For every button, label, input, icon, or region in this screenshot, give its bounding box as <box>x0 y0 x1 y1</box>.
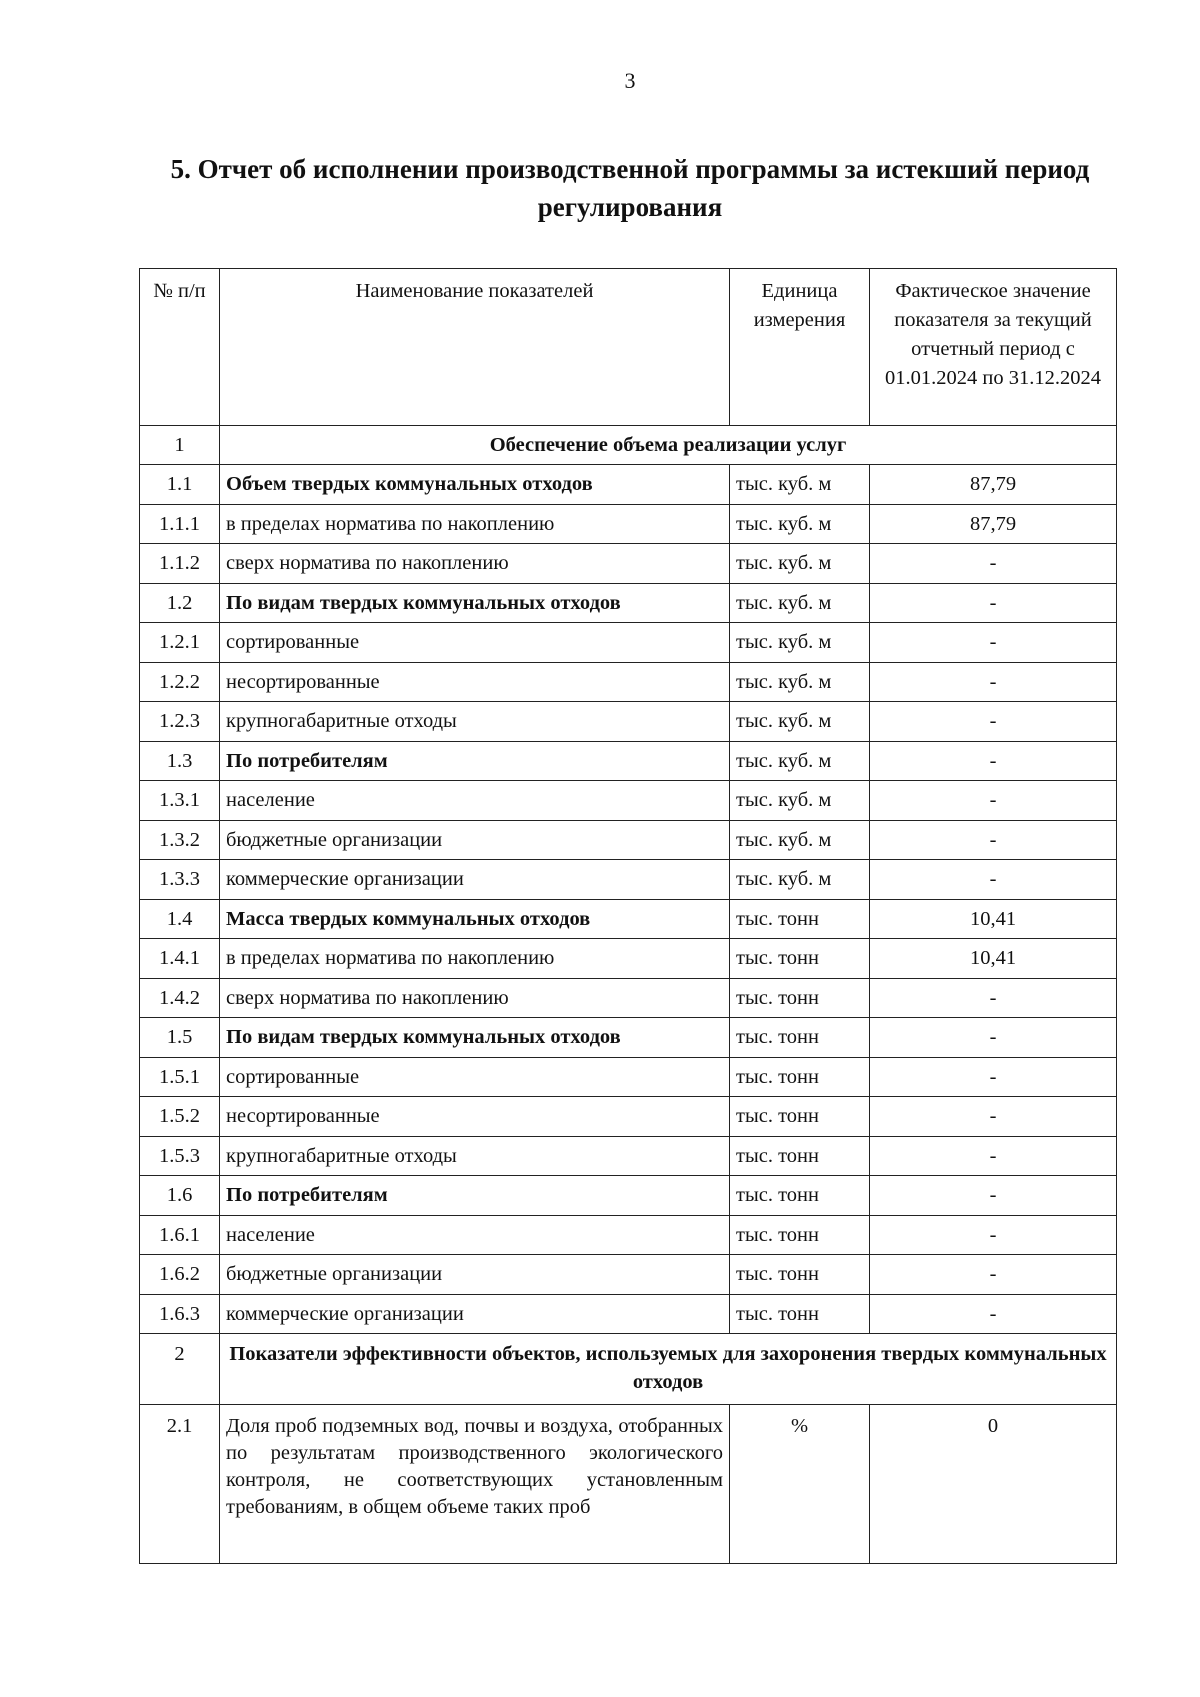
row-value: - <box>870 1097 1117 1137</box>
row-number: 1.2 <box>140 583 220 623</box>
row-number: 1.6 <box>140 1176 220 1216</box>
row-unit: тыс. тонн <box>730 1097 870 1137</box>
row-value: 87,79 <box>870 504 1117 544</box>
page-number: 3 <box>624 68 636 93</box>
section-title: Показатели эффективности объектов, используемых для захоронения твердых коммунальных отходов <box>220 1334 1117 1405</box>
table-row <box>140 1057 1117 1097</box>
row-name: По видам твердых коммунальных отходов <box>220 583 730 623</box>
table-row <box>140 544 1117 584</box>
row-number: 1.2.1 <box>140 623 220 663</box>
row-value: 10,41 <box>870 899 1117 939</box>
row-number: 1.4.1 <box>140 939 220 979</box>
section-number: 1 <box>140 426 220 465</box>
table-header-row <box>140 269 1117 426</box>
row-value: - <box>870 1294 1117 1334</box>
table-row <box>140 1405 1117 1564</box>
row-value: - <box>870 623 1117 663</box>
row-unit: тыс. куб. м <box>730 662 870 702</box>
row-unit: тыс. тонн <box>730 1176 870 1216</box>
row-unit: тыс. куб. м <box>730 860 870 900</box>
row-name: По видам твердых коммунальных отходов <box>220 1018 730 1058</box>
row-name: в пределах норматива по накоплению <box>220 504 730 544</box>
row-name: несортированные <box>220 1097 730 1137</box>
row-name: Масса твердых коммунальных отходов <box>220 899 730 939</box>
table-row <box>140 741 1117 781</box>
row-number: 2.1 <box>140 1405 220 1564</box>
row-unit: тыс. тонн <box>730 939 870 979</box>
table-row <box>140 583 1117 623</box>
row-name: население <box>220 781 730 821</box>
row-name: По потребителям <box>220 741 730 781</box>
row-number: 1.3.3 <box>140 860 220 900</box>
table-row <box>140 899 1117 939</box>
section-row <box>140 426 1117 465</box>
row-number: 1.5 <box>140 1018 220 1058</box>
row-number: 1.2.2 <box>140 662 220 702</box>
row-value: - <box>870 662 1117 702</box>
section-number: 2 <box>140 1334 220 1405</box>
row-value: - <box>870 820 1117 860</box>
row-name: несортированные <box>220 662 730 702</box>
row-value: - <box>870 583 1117 623</box>
table-row <box>140 781 1117 821</box>
row-number: 1.1.1 <box>140 504 220 544</box>
row-number: 1.6.2 <box>140 1255 220 1295</box>
row-value: - <box>870 860 1117 900</box>
row-name: Объем твердых коммунальных отходов <box>220 465 730 505</box>
row-value: - <box>870 1176 1117 1216</box>
table-body <box>140 426 1117 1564</box>
row-number: 1.2.3 <box>140 702 220 742</box>
row-name: сверх норматива по накоплению <box>220 544 730 584</box>
row-unit: тыс. тонн <box>730 1215 870 1255</box>
row-number: 1.1.2 <box>140 544 220 584</box>
row-name: население <box>220 1215 730 1255</box>
row-number: 1.4.2 <box>140 978 220 1018</box>
row-name: бюджетные организации <box>220 820 730 860</box>
row-name: бюджетные организации <box>220 1255 730 1295</box>
row-name: крупногабаритные отходы <box>220 702 730 742</box>
row-unit: тыс. тонн <box>730 899 870 939</box>
row-value: - <box>870 544 1117 584</box>
row-value: - <box>870 781 1117 821</box>
row-unit: тыс. куб. м <box>730 583 870 623</box>
row-unit: тыс. куб. м <box>730 702 870 742</box>
row-unit: % <box>730 1405 870 1564</box>
row-unit: тыс. куб. м <box>730 544 870 584</box>
row-name: крупногабаритные отходы <box>220 1136 730 1176</box>
table-row <box>140 465 1117 505</box>
header-name: Наименование показателей <box>220 269 730 426</box>
row-number: 1.5.3 <box>140 1136 220 1176</box>
table-row <box>140 1255 1117 1295</box>
header-number: № п/п <box>140 269 220 426</box>
row-number: 1.6.1 <box>140 1215 220 1255</box>
row-name: сортированные <box>220 1057 730 1097</box>
row-name: Доля проб подземных вод, почвы и воздуха, отобранных по результатам производственного экологического контроля, не соответствующих установленным требованиям, в общем объеме таких проб <box>220 1405 730 1564</box>
row-unit: тыс. куб. м <box>730 820 870 860</box>
row-value: - <box>870 741 1117 781</box>
row-value: - <box>870 1255 1117 1295</box>
row-name: сверх норматива по накоплению <box>220 978 730 1018</box>
header-unit: Единица измерения <box>730 269 870 426</box>
row-value: 10,41 <box>870 939 1117 979</box>
row-number: 1.5.1 <box>140 1057 220 1097</box>
table-row <box>140 1215 1117 1255</box>
table-row <box>140 702 1117 742</box>
table-row <box>140 1136 1117 1176</box>
table-row <box>140 1294 1117 1334</box>
row-unit: тыс. куб. м <box>730 465 870 505</box>
table-row <box>140 1176 1117 1216</box>
row-value: - <box>870 1215 1117 1255</box>
row-name: коммерческие организации <box>220 860 730 900</box>
section-row <box>140 1334 1117 1405</box>
row-value: - <box>870 1018 1117 1058</box>
row-number: 1.1 <box>140 465 220 505</box>
row-unit: тыс. куб. м <box>730 781 870 821</box>
row-unit: тыс. тонн <box>730 1018 870 1058</box>
header-value: Фактическое значение показателя за текущий отчетный период с 01.01.2024 по 31.12.2024 <box>870 269 1117 426</box>
row-name: в пределах норматива по накоплению <box>220 939 730 979</box>
report-table <box>139 268 1117 1564</box>
table-row <box>140 662 1117 702</box>
row-value: 0 <box>870 1405 1117 1564</box>
row-number: 1.4 <box>140 899 220 939</box>
row-value: - <box>870 978 1117 1018</box>
row-value: 87,79 <box>870 465 1117 505</box>
table-row <box>140 1018 1117 1058</box>
row-unit: тыс. куб. м <box>730 623 870 663</box>
row-unit: тыс. куб. м <box>730 504 870 544</box>
row-unit: тыс. тонн <box>730 1294 870 1334</box>
table-row <box>140 939 1117 979</box>
document-title: 5. Отчет об исполнении производственной программы за истекший период регулирования <box>170 154 1090 222</box>
row-name: коммерческие организации <box>220 1294 730 1334</box>
row-unit: тыс. тонн <box>730 978 870 1018</box>
row-number: 1.3 <box>140 741 220 781</box>
row-unit: тыс. тонн <box>730 1136 870 1176</box>
table-row <box>140 504 1117 544</box>
table-row <box>140 1097 1117 1137</box>
row-name: сортированные <box>220 623 730 663</box>
table-row <box>140 860 1117 900</box>
row-value: - <box>870 1136 1117 1176</box>
row-number: 1.6.3 <box>140 1294 220 1334</box>
table-row <box>140 623 1117 663</box>
row-unit: тыс. куб. м <box>730 741 870 781</box>
row-value: - <box>870 702 1117 742</box>
section-title: Обеспечение объема реализации услуг <box>220 426 1117 465</box>
row-number: 1.3.2 <box>140 820 220 860</box>
row-number: 1.5.2 <box>140 1097 220 1137</box>
row-value: - <box>870 1057 1117 1097</box>
row-unit: тыс. тонн <box>730 1057 870 1097</box>
row-unit: тыс. тонн <box>730 1255 870 1295</box>
row-number: 1.3.1 <box>140 781 220 821</box>
table-row <box>140 820 1117 860</box>
table-row <box>140 978 1117 1018</box>
row-name: По потребителям <box>220 1176 730 1216</box>
